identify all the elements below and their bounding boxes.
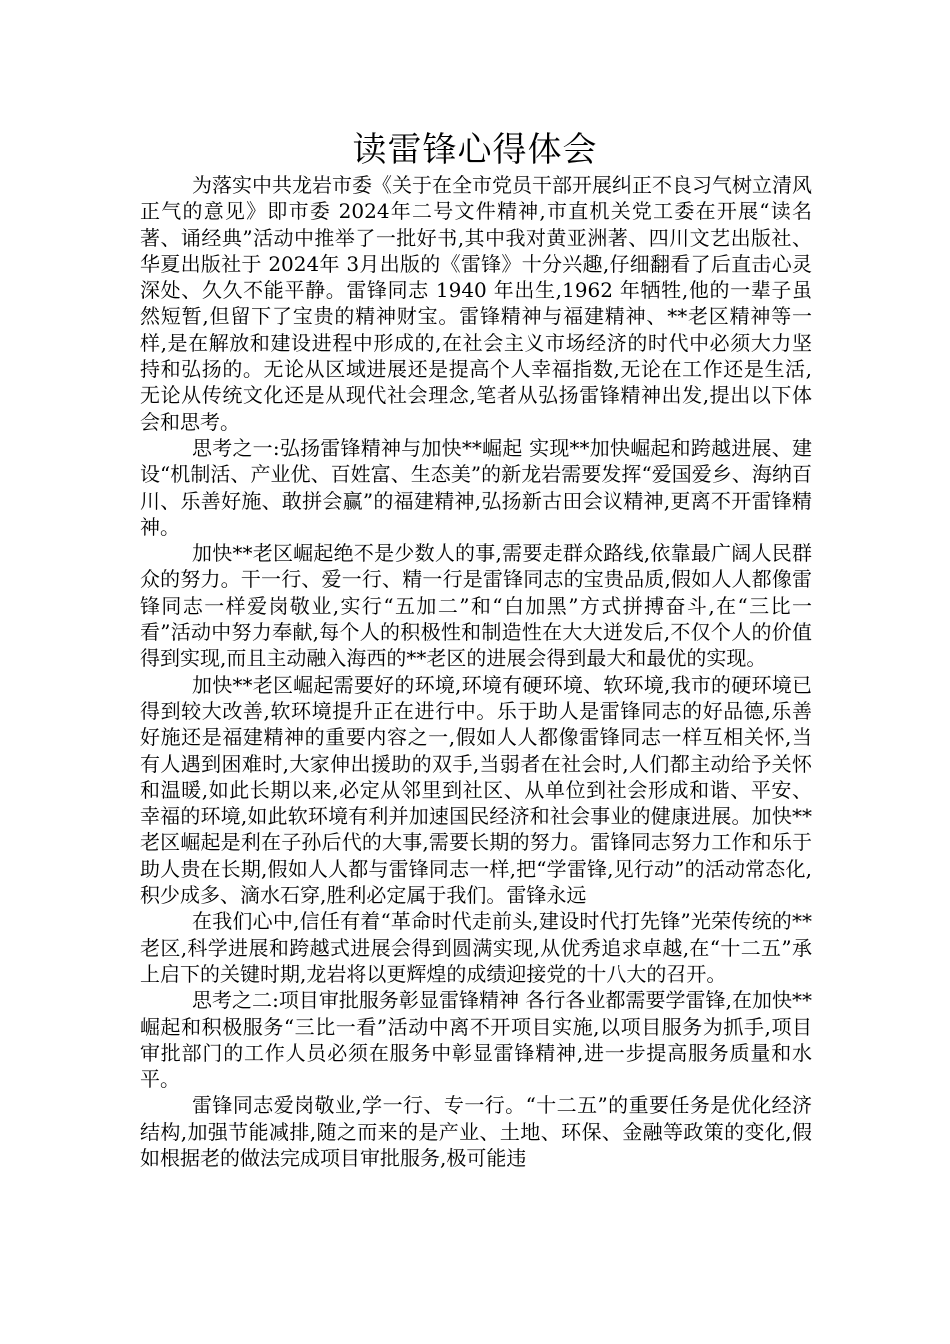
paragraph: 为落实中共龙岩市委《关于在全市党员干部开展纠正不良习气树立清风正气的意见》即市委 2024年二号文件精神,市直机关党工委在开展“读名著、诵经典”活动中推举了一批好书,其中我对黄亚洲著、四川文艺出版社、华夏出版社于 2024年 3月出版的《雷锋》十分兴趣,仔细翻看了后直击心灵深处、久久不能平静。雷锋同志 1940 年出生,1962 年牺牲,他的一辈子虽然短暂,但留下了宝贵的精神财宝。雷锋精神与福建精神、**老区精神等一样,是在解放和建设进程中形成的,在社会主义市场经济的时代中必须大力坚持和弘扬的。无论从区域进展还是提高个人幸福指数,无论在工作还是生活,无论从传统文化还是从现代社会理念,笔者从弘扬雷锋精神出发,提出以下体会和思考。 — [140, 173, 812, 434]
document-body — [140, 172, 812, 1171]
paragraph: 加快**老区崛起绝不是少数人的事,需要走群众路线,依靠最广阔人民群众的努力。干一行、爱一行、精一行是雷锋同志的宝贵品质,假如人人都像雷锋同志一样爱岗敬业,实行“五加二”和“白加黑”方式拼搏奋斗,在“三比一看”活动中努力奉献,每个人的积极性和制造性在大大迸发后,不仅个人的价值得到实现,而且主动融入海西的**老区的进展会得到最大和最优的实现。 — [140, 541, 812, 671]
document-title: 读雷锋心得体会 — [352, 130, 598, 170]
paragraph: 思考之一:弘扬雷锋精神与加快**崛起 实现**加快崛起和跨越进展、建设“机制活、产业优、百姓富、生态美”的新龙岩需要发挥“爱国爱乡、海纳百川、乐善好施、敢拼会赢”的福建精神,弘扬新古田会议精神,更离不开雷锋精神。 — [140, 435, 812, 539]
paragraph: 加快**老区崛起需要好的环境,环境有硬环境、软环境,我市的硬环境已得到较大改善,软环境提升正在进行中。乐于助人是雷锋同志的好品德,乐善好施还是福建精神的重要内容之一,假如人人都像雷锋同志一样互相关怀,当有人遇到困难时,大家伸出援助的双手,当弱者在社会时,人们都主动给予关怀和温暖,如此长期以来,必定从邻里到社区、从单位到社会形成和谐、平安、幸福的环境,如此软环境有利并加速国民经济和社会事业的健康进展。加快**老区崛起是利在子孙后代的大事,需要长期的努力。雷锋同志努力工作和乐于助人贵在长期,假如人人都与雷锋同志一样,把“学雷锋,见行动”的活动常态化,积少成多、滴水石穿,胜利必定属于我们。雷锋永远 — [140, 672, 812, 908]
paragraph: 在我们心中,信任有着“革命时代走前头,建设时代打先锋”光荣传统的**老区,科学进展和跨越式进展会得到圆满实现,从优秀追求卓越,在“十二五”承上启下的关键时期,龙岩将以更辉煌的成绩迎接党的十八大的召开。 — [140, 909, 812, 986]
paragraph: 思考之二:项目审批服务彰显雷锋精神 各行各业都需要学雷锋,在加快**崛起和积极服务“三比一看”活动中离不开项目实施,以项目服务为抓手,项目审批部门的工作人员必须在服务中彰显雷锋精神,进一步提高服务质量和水平。 — [140, 988, 812, 1092]
paragraph: 雷锋同志爱岗敬业,学一行、专一行。“十二五”的重要任务是优化经济结构,加强节能减排,随之而来的是产业、土地、环保、金融等政策的变化,假如根据老的做法完成项目审批服务,极可能违 — [140, 1093, 812, 1170]
